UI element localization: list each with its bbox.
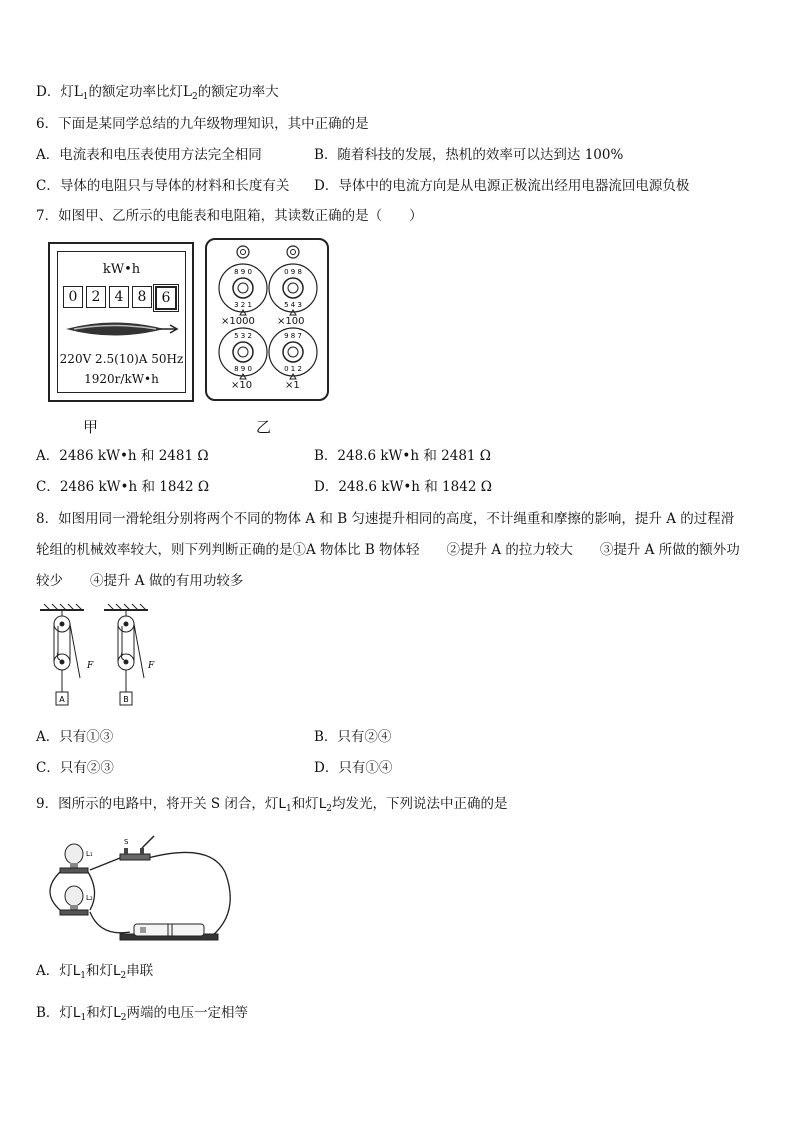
multiplier-1: ×1 <box>285 380 300 391</box>
svg-text:9 8 7: 9 8 7 <box>284 332 302 340</box>
q6-option-a: A．电流表和电压表使用方法完全相同 <box>36 147 262 163</box>
svg-text:5 4 3: 5 4 3 <box>284 301 302 309</box>
meter-digit-decimal: 6 <box>155 286 177 310</box>
q6-option-c: C．导体的电阻只与导体的材料和长度有关 <box>36 178 290 194</box>
meter-digit: 8 <box>132 286 152 308</box>
battery-icon <box>120 924 218 940</box>
meter-digit: 2 <box>86 286 106 308</box>
caption-jia: 甲 <box>83 418 99 436</box>
q6-option-d: D．导体中的电流方向是从电源正极流出经用电器流回电源负极 <box>314 178 690 194</box>
subscript: 2 <box>120 1013 127 1023</box>
multiplier-100: ×100 <box>277 316 305 327</box>
svg-text:8 9 0: 8 9 0 <box>234 365 252 373</box>
subscript: 1 <box>285 804 292 814</box>
text: D．灯 <box>36 84 74 100</box>
text: 串联 <box>126 963 154 979</box>
pulley-figure <box>36 602 166 710</box>
q8-option-a: A．只有①③ <box>36 729 114 745</box>
text: B．灯 <box>36 1005 73 1021</box>
svg-text:8 9 0: 8 9 0 <box>234 268 252 276</box>
text: 9．图所示的电路中，将开关 S 闭合，灯 <box>36 796 279 812</box>
subscript: 1 <box>80 971 87 981</box>
text: 的额定功率比灯 <box>88 84 184 100</box>
energy-meter <box>48 242 194 402</box>
text: 和灯 <box>291 796 319 812</box>
question-8-line1: 8．如图用同一滑轮组分别将两个不同的物体 A 和 B 匀速提升相同的高度，不计绳重和摩擦的影响，提升 A 的过程滑 <box>36 511 735 527</box>
block-a-label: A <box>59 695 65 704</box>
meter-unit: kW•h <box>102 262 141 277</box>
meter-face <box>57 251 186 393</box>
lamp2-label: L₂ <box>86 894 93 902</box>
lamp-l2-icon <box>60 886 88 915</box>
text: L <box>278 796 286 812</box>
text: A．灯 <box>36 963 73 979</box>
question-8-line2: 轮组的机械效率较大，则下列判断正确的是①A 物体比 B 物体轻 ②提升 A 的拉力较大 ③提升 A 所做的额外功 <box>36 542 740 558</box>
multiplier-10: ×10 <box>231 380 253 391</box>
svg-text:5 3 2: 5 3 2 <box>234 332 252 340</box>
text: L <box>318 796 327 812</box>
text: 均发光，下列说法中正确的是 <box>331 796 508 812</box>
q7-option-b: B．248.6 kW•h 和 2481 Ω <box>314 448 491 464</box>
meter-digit: 4 <box>109 286 129 308</box>
question-6: 6．下面是某同学总结的九年级物理知识，其中正确的是 <box>36 116 369 132</box>
meter-rev: 1920r/kW•h <box>84 372 159 386</box>
resistance-box <box>205 238 329 401</box>
lamp1-label: L₁ <box>86 850 93 858</box>
lamp-l1-icon <box>60 844 88 873</box>
question-7: 7．如图甲、乙所示的电能表和电阻箱，其读数正确的是（ ） <box>36 208 423 224</box>
q8-option-b: B．只有②④ <box>314 729 392 745</box>
q7-option-d: D．248.6 kW•h 和 1842 Ω <box>314 479 492 495</box>
text: L <box>72 1005 81 1021</box>
subscript: 2 <box>326 804 332 814</box>
q6-option-b: B．随着科技的发展，热机的效率可以达到达 100% <box>314 147 624 163</box>
subscript: 1 <box>82 92 89 102</box>
question-8-line3: 较少 ④提升 A 做的有用功较多 <box>36 573 244 589</box>
text: L <box>72 963 81 979</box>
text: 和灯 <box>86 963 114 979</box>
circuit-figure <box>40 832 240 944</box>
meter-digit: 0 <box>63 286 83 308</box>
svg-text:3 2 1: 3 2 1 <box>234 301 252 309</box>
text: L <box>113 963 121 979</box>
subscript: 2 <box>192 92 198 102</box>
force-label-a: F <box>87 661 94 671</box>
q8-option-c: C．只有②③ <box>36 760 114 776</box>
meter-spec: 220V 2.5(10)A 50Hz <box>59 352 184 366</box>
svg-text:0 9 8: 0 9 8 <box>284 268 302 276</box>
multiplier-1000: ×1000 <box>221 316 255 327</box>
text: 两端的电压一定相等 <box>126 1005 248 1021</box>
force-label-b: F <box>148 661 155 671</box>
subscript: 1 <box>80 1013 87 1023</box>
q9-option-a <box>36 962 153 980</box>
option-d-prev <box>36 83 279 101</box>
block-b-label: B <box>123 695 129 704</box>
text: L <box>113 1005 121 1021</box>
meter-digits <box>63 286 177 310</box>
meter-disc-icon <box>64 318 180 340</box>
text: L <box>73 84 83 100</box>
switch-label: S <box>124 838 129 846</box>
text: 的额定功率大 <box>197 84 279 100</box>
text: 和灯 <box>86 1005 114 1021</box>
svg-text:0 1 2: 0 1 2 <box>284 365 302 373</box>
question-9 <box>36 795 507 813</box>
caption-yi: 乙 <box>256 418 272 436</box>
text: L <box>183 84 192 100</box>
q7-option-c: C．2486 kW•h 和 1842 Ω <box>36 479 210 495</box>
q9-option-b <box>36 1004 248 1022</box>
q8-option-d: D．只有①④ <box>314 760 393 776</box>
q7-option-a: A．2486 kW•h 和 2481 Ω <box>36 448 209 464</box>
subscript: 2 <box>120 971 127 981</box>
